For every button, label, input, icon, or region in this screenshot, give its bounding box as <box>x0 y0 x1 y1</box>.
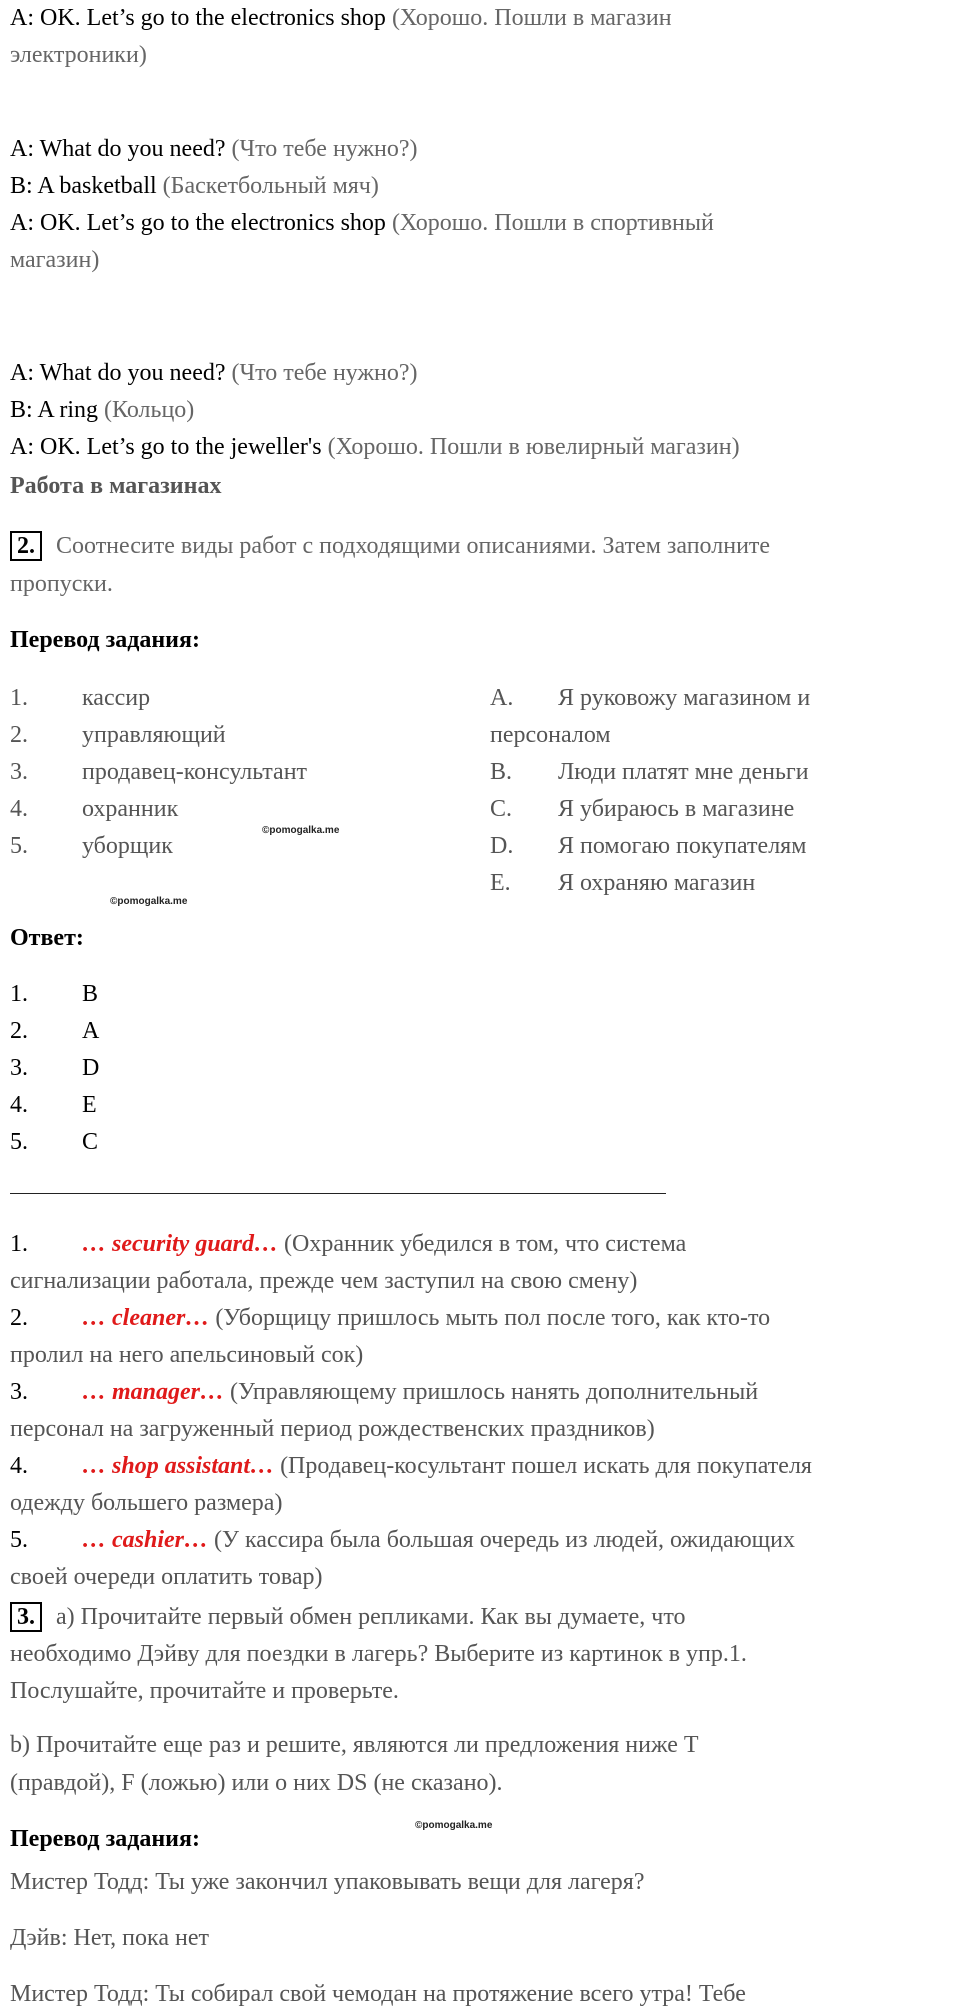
fill-item <box>10 1522 812 1559</box>
fill-translation-cont: своей очереди оплатить товар) <box>10 1564 323 1590</box>
dialog3-answer-ru: (Хорошо. Пошли в ювелирный магазин) <box>327 434 740 460</box>
fill-translation: (Уборщицу пришлось мыть пол после того, как кто-то <box>209 1305 771 1331</box>
fill-answer-word: … manager… <box>82 1379 225 1405</box>
answer-item <box>10 1087 99 1124</box>
job-number: 5. <box>10 833 28 859</box>
fill-number: 4. <box>10 1453 28 1479</box>
fill-answer-word: … shop assistant… <box>82 1453 275 1479</box>
description-item <box>490 865 810 902</box>
descriptions-list <box>490 680 810 902</box>
job-title: кассир <box>82 685 151 711</box>
job-number: 3. <box>10 759 28 785</box>
fill-translation: (Управляющему пришлось нанять дополнительный <box>224 1379 759 1405</box>
dialog3-question-line <box>10 355 418 392</box>
answer-value: C <box>82 1129 99 1155</box>
fill-item <box>10 1300 812 1337</box>
description-text: Я убираюсь в магазине <box>558 796 795 822</box>
task2-instruction-cont: пропуски. <box>10 571 113 597</box>
task3-dialog-line-1: Мистер Тодд: Ты уже закончил упаковывать вещи для лагеря? <box>10 1869 645 1895</box>
fill-translation-cont: сигнализации работала, прежде чем заступил на свою смену) <box>10 1268 638 1294</box>
job-title: управляющий <box>82 722 226 748</box>
fill-translation-cont: одежду большего размера) <box>10 1490 283 1516</box>
description-text: Я помогаю покупателям <box>558 833 807 859</box>
dialog2-question-ru: (Что тебе нужно?) <box>231 136 418 162</box>
task2-translation-heading: Перевод задания: <box>10 627 200 653</box>
description-item <box>490 828 810 865</box>
answer-item <box>10 1050 99 1087</box>
fill-number: 2. <box>10 1305 28 1331</box>
fill-item <box>10 1448 812 1485</box>
watermark: ©pomogalka.me <box>415 1820 493 1831</box>
dialog2-reply-en: B: A basketball <box>10 173 163 199</box>
description-letter: A. <box>490 685 514 711</box>
answer-heading: Ответ: <box>10 925 84 951</box>
job-title: продавец-консультант <box>82 759 308 785</box>
answer-number: 5. <box>10 1129 28 1155</box>
job-item <box>10 791 307 828</box>
dialog1-answer-line <box>10 0 672 37</box>
dialog3-reply-line <box>10 392 194 429</box>
task2-instruction-line <box>10 528 770 565</box>
dialog1-answer-en: A: OK. Let’s go to the electronics shop <box>10 5 392 31</box>
description-text: Я руковожу магазином и <box>558 685 811 711</box>
job-title: уборщик <box>82 833 173 859</box>
fill-translation-cont: персонал на загруженный период рождественских праздников) <box>10 1416 655 1442</box>
description-item <box>490 680 810 717</box>
fill-number: 5. <box>10 1527 28 1553</box>
job-number: 4. <box>10 796 28 822</box>
answers-list <box>10 976 99 1161</box>
dialog2-reply-line <box>10 168 379 205</box>
answer-value: E <box>82 1092 97 1118</box>
description-text: Я охраняю магазин <box>558 870 756 896</box>
fill-item <box>10 1374 812 1411</box>
watermark: ©pomogalka.me <box>110 896 188 907</box>
task3-a-line <box>10 1599 686 1636</box>
description-item <box>490 791 810 828</box>
description-item <box>490 754 810 791</box>
section-title: Работа в магазинах <box>10 473 222 499</box>
answer-number: 2. <box>10 1018 28 1044</box>
task3-dialog-line-3: Мистер Тодд: Ты собирал свой чемодан на протяжение всего утра! Тебе <box>10 1981 746 2007</box>
description-letter: C. <box>490 796 513 822</box>
fill-answer-word: … security guard… <box>82 1231 279 1257</box>
fill-item <box>10 1226 812 1263</box>
dialog2-answer-ru-cont: магазин) <box>10 247 100 273</box>
dialog3-answer-line <box>10 429 740 466</box>
description-letter: D. <box>490 833 514 859</box>
dialog3-question-en: A: What do you need? <box>10 360 232 386</box>
fill-translation: (Продавец-косультант пошел искать для покупателя <box>274 1453 812 1479</box>
answer-value: A <box>82 1018 100 1044</box>
task3-dialog-line-2: Дэйв: Нет, пока нет <box>10 1925 209 1951</box>
dialog2-answer-en: A: OK. Let’s go to the electronics shop <box>10 210 392 236</box>
answer-item <box>10 1124 99 1161</box>
answer-number: 4. <box>10 1092 28 1118</box>
description-item-cont: персоналом <box>490 722 611 748</box>
job-title: охранник <box>82 796 179 822</box>
task2-instruction-text: Соотнесите виды работ с подходящими описаниями. Затем заполните <box>56 533 771 559</box>
task3-number-badge: 3. <box>10 1602 42 1632</box>
dialog3-answer-en: A: OK. Let’s go to the jeweller's <box>10 434 328 460</box>
dialog2-reply-ru: (Баскетбольный мяч) <box>162 173 379 199</box>
task3-a-cont-2: Послушайте, прочитайте и проверьте. <box>10 1678 399 1704</box>
fill-translation-cont: пролил на него апельсиновый сок) <box>10 1342 364 1368</box>
dialog3-question-ru: (Что тебе нужно?) <box>231 360 418 386</box>
fill-translation: (Охранник убедился в том, что система <box>278 1231 687 1257</box>
job-item <box>10 754 307 791</box>
dialog3-reply-ru: (Кольцо) <box>104 397 195 423</box>
fill-answer-word: … cashier… <box>82 1527 208 1553</box>
dialog3-reply-en: B: A ring <box>10 397 105 423</box>
task2-number-badge: 2. <box>10 531 42 561</box>
task3-a-cont-1: необходимо Дэйву для поездки в лагерь? Выберите из картинок в упр.1. <box>10 1641 747 1667</box>
dialog1-answer-ru-cont: электроники) <box>10 42 147 68</box>
task3-b-cont: (правдой), F (ложью) или о них DS (не сказано). <box>10 1770 503 1796</box>
answer-item <box>10 976 99 1013</box>
fill-number: 1. <box>10 1231 28 1257</box>
task3-translation-heading: Перевод задания: <box>10 1826 200 1852</box>
watermark: ©pomogalka.me <box>262 825 340 836</box>
dialog2-answer-line <box>10 205 714 242</box>
answer-number: 3. <box>10 1055 28 1081</box>
fill-number: 3. <box>10 1379 28 1405</box>
job-number: 1. <box>10 685 28 711</box>
dialog1-answer-ru: (Хорошо. Пошли в магазин <box>391 5 672 31</box>
job-item <box>10 717 307 754</box>
dialog2-answer-ru: (Хорошо. Пошли в спортивный <box>391 210 714 236</box>
job-number: 2. <box>10 722 28 748</box>
job-item <box>10 680 307 717</box>
fill-answer-word: … cleaner… <box>82 1305 210 1331</box>
task3-b-line: b) Прочитайте еще раз и решите, являются ли предложения ниже T <box>10 1732 699 1758</box>
description-letter: E. <box>490 870 511 896</box>
fill-in-list <box>10 1226 812 1596</box>
answer-value: B <box>82 981 99 1007</box>
fill-translation: (У кассира была большая очередь из людей, ожидающих <box>208 1527 795 1553</box>
jobs-list <box>10 680 307 865</box>
description-letter: B. <box>490 759 513 785</box>
dialog2-question-line <box>10 131 418 168</box>
answer-number: 1. <box>10 981 28 1007</box>
dialog2-question-en: A: What do you need? <box>10 136 232 162</box>
answer-value: D <box>82 1055 100 1081</box>
description-text: Люди платят мне деньги <box>558 759 809 785</box>
divider <box>10 1193 666 1194</box>
answer-item <box>10 1013 99 1050</box>
task3-a-text: a) Прочитайте первый обмен репликами. Как вы думаете, что <box>56 1604 686 1630</box>
